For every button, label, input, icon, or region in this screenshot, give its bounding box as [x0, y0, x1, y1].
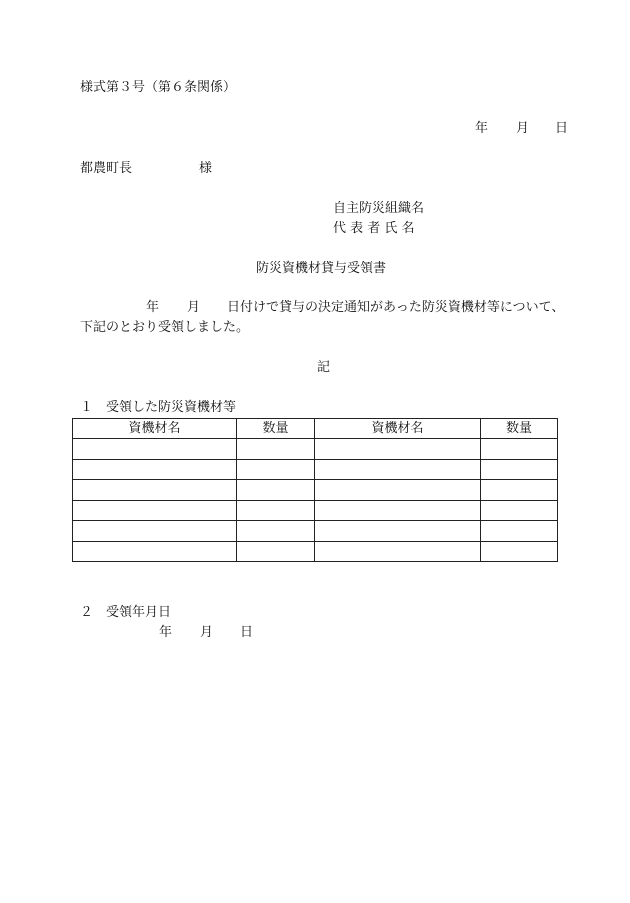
equipment-name-cell[interactable]	[315, 500, 481, 521]
date-year-label: 年	[475, 121, 489, 136]
receipt-month-label: 月	[200, 625, 214, 640]
equipment-name-cell[interactable]	[73, 480, 237, 501]
quantity-cell[interactable]	[237, 500, 315, 521]
section2-heading: ２ 受領年月日	[80, 605, 172, 620]
body-line1-text: 日付けで貸与の決定通知があった防災資機材等について、	[227, 300, 565, 315]
column-header-equipment-name: 資機材名	[73, 419, 237, 439]
date-month-label: 月	[516, 121, 530, 136]
quantity-cell[interactable]	[481, 439, 558, 460]
receipt-day-label: 日	[240, 625, 254, 640]
body-year-label: 年	[146, 300, 160, 315]
equipment-name-cell[interactable]	[73, 439, 237, 460]
equipment-name-cell[interactable]	[315, 459, 481, 480]
addressee-name: 都農町長	[80, 161, 133, 176]
document-title: 防災資機材貸与受領書	[256, 261, 387, 276]
body-line2-text: 下記のとおり受領しました。	[80, 320, 250, 335]
table-row	[73, 439, 558, 460]
column-header-equipment-name: 資機材名	[315, 419, 481, 439]
quantity-cell[interactable]	[237, 459, 315, 480]
receipt-year-label: 年	[159, 625, 173, 640]
equipment-table	[72, 418, 558, 562]
quantity-cell[interactable]	[237, 439, 315, 460]
quantity-cell[interactable]	[481, 459, 558, 480]
equipment-name-cell[interactable]	[73, 521, 237, 542]
date-day-label: 日	[555, 121, 569, 136]
quantity-cell[interactable]	[237, 521, 315, 542]
organization-name-label: 自主防災組織名	[333, 201, 425, 216]
body-month-label: 月	[187, 300, 201, 315]
equipment-name-cell[interactable]	[73, 500, 237, 521]
quantity-cell[interactable]	[237, 541, 315, 562]
ki-label: 記	[317, 360, 331, 375]
form-number: 様式第３号（第６条関係）	[80, 80, 237, 95]
table-row	[73, 541, 558, 562]
column-header-quantity: 数量	[481, 419, 558, 439]
quantity-cell[interactable]	[237, 480, 315, 501]
quantity-cell[interactable]	[481, 500, 558, 521]
representative-name-label: 代 表 者 氏 名	[333, 221, 415, 236]
quantity-cell[interactable]	[481, 480, 558, 501]
addressee-honorific: 様	[199, 161, 213, 176]
table-row	[73, 521, 558, 542]
table-header-row	[73, 419, 558, 439]
table-row	[73, 480, 558, 501]
equipment-name-cell[interactable]	[315, 521, 481, 542]
table-row	[73, 500, 558, 521]
equipment-name-cell[interactable]	[73, 541, 237, 562]
table-row	[73, 459, 558, 480]
equipment-name-cell[interactable]	[315, 480, 481, 501]
quantity-cell[interactable]	[481, 521, 558, 542]
column-header-quantity: 数量	[237, 419, 315, 439]
equipment-name-cell[interactable]	[73, 459, 237, 480]
equipment-name-cell[interactable]	[315, 541, 481, 562]
section1-heading: １ 受領した防災資機材等	[80, 400, 237, 415]
quantity-cell[interactable]	[481, 541, 558, 562]
equipment-name-cell[interactable]	[315, 439, 481, 460]
